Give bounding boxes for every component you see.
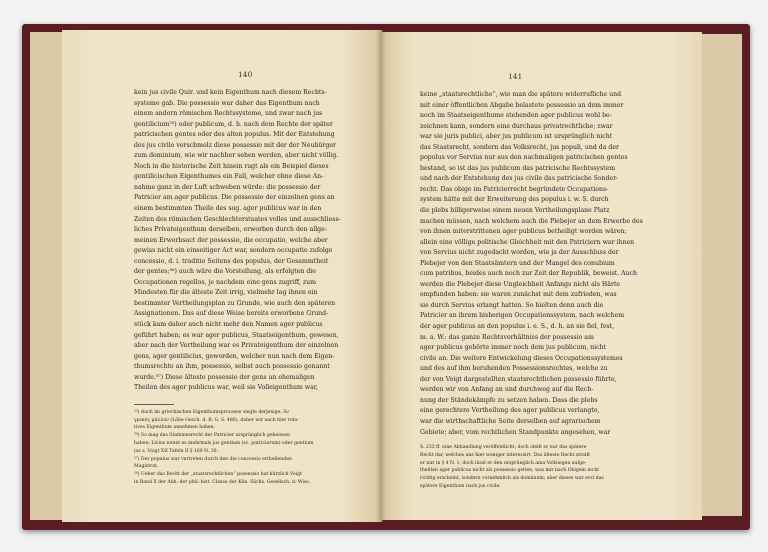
text-line: allein eine völlige politische Gleichheit mit den Patriciern war ihnen [420, 238, 635, 246]
text-line: der ager publicus an den populus i. e. S., d. h. an sie fiel, fest, [420, 323, 615, 331]
left-footnotes [134, 409, 364, 487]
text-line: gens, ager gentilicius, geworden, welcher nun nach dem Eigen- [134, 352, 335, 360]
footnote-line: tives Eigenthum annehmen haben. [134, 425, 216, 431]
text-line: system hätte mit der Erweiterung des populus i. w. S. durch [420, 196, 609, 204]
text-line: kein jus civile Quir. und kein Eigenthum nach diesem Rechts- [134, 89, 327, 96]
footnote-line: theilten ager publicus nicht als possessio gelten, was mir nach Obigem nicht [420, 468, 600, 474]
text-line: noch im Staatseigenthume stehenden ager publicus wohl be- [420, 112, 612, 120]
text-line: Patricier an ihrem bisherigen Occupationssystem, nach welchem [420, 312, 625, 320]
text-line: machen müssen, nach welchem auch die Plebejer an dem Erwerbe des [420, 217, 643, 225]
text-line: Assignationen. Das auf diese Weise bereits erworbene Grund- [134, 310, 329, 318]
text-line: eine gerechtere Vertheilung des ager publicus verlangte, [420, 407, 600, 415]
footnote-rule [134, 404, 174, 405]
text-line: gentilicium⁵⁵) oder publicum, d. h. nach dem Rechte der später [134, 120, 333, 128]
footnote-line: ⁵⁵) Auch im griechischen Eigenthumsprocesse siegte derjenige, ὃν [134, 409, 289, 415]
text-line: systeme gab. Die possessio war daher das Eigenthum nach [134, 99, 320, 107]
footnote-line: ⁵⁷) Der populus war vertreten durch den die concessio ertheilenden [134, 456, 292, 462]
page-edges-left [30, 32, 66, 520]
footnote-line: ⁵⁶) So mag das Stammesrecht der Patricier ursprünglich geheissen [134, 433, 291, 439]
text-line: geführt haben; es war ager publicus, Staatseigenthum, gewesen, [134, 331, 339, 339]
text-line: Theilen des ager publicus war, weil sie Volleigenthum war, [134, 384, 319, 392]
text-line: stück kam daher auch nicht mehr den Namen ager publicus [134, 321, 323, 329]
text-line: wurde.⁵⁷) Diese älteste possessio der gens an ehemaligen [134, 373, 315, 381]
text-line: recht. Das obige im Patricierrecht begründete Occupations- [420, 185, 609, 193]
footnote-line: richtig erscheint, sondern vornehmlich als dominium; aber dieses war erst das [420, 476, 604, 482]
text-line: war sie juris publici, aber jus publicum ist ursprünglich nicht [420, 133, 613, 141]
text-line: des jus civile verschmolz diese possessio mit der der Neubürger [134, 141, 336, 149]
text-line: Zeiten des römischen Geschlechterstaates volles und ausschliess- [134, 215, 341, 223]
text-line: das Staatsrecht, sondern das Volksrecht, jus populi, und da der [420, 143, 619, 151]
text-line: Mindesten für die älteste Zeit irrig, vielmehr lag ihnen ein [134, 289, 318, 297]
text-line: ager publicus gehörte immer noch dem jus publicum, nicht [420, 344, 607, 352]
footnote-line: haben; Livius nennt es mehrmals jus gentium (sc. patriciorum) oder gentium [134, 441, 314, 447]
text-line: die plebs billigerweise einem neuen Vertheilungsplane Platz [420, 207, 610, 215]
text-line: m. a. W.: das ganze Rechtsverhältniss der possessio am [420, 333, 594, 341]
left-page-body [134, 88, 364, 394]
right-footnotes [420, 444, 658, 491]
text-line: der gentes;⁵⁶) auch wäre die Vorstellung, als erfolgten die [134, 268, 316, 276]
text-line: liches Privateigenthum derselben, erworben durch den allge- [134, 226, 327, 234]
text-line: concessio, d. i. traditio Seitens des populus, der Gesammtheit [134, 257, 329, 265]
footnote-line: spätere Eigenthum nach jus civile. [420, 484, 501, 490]
right-page [380, 32, 702, 520]
text-line: und nach der Entstehung des jus civile das patricische Sonder- [420, 175, 619, 183]
text-line: populus vor Servius nur aus den nachmaligen patricischen gentes [420, 154, 628, 162]
text-line: patricischen gentes oder des alten populus. Mit der Entstehung [134, 131, 335, 139]
text-line: zeichnen kann, sondern eine durchaus privatrechtliche; zwar [420, 122, 613, 130]
text-line: einem andern römischen Rechtssysteme, und zwar nach jus [134, 110, 323, 118]
text-line: sie durch Servius erlangt hatten. So hielten denn auch die [420, 301, 604, 309]
footnote-line: in Band X der Abh. der phil.-hist. Classe der Kön. Sächs. Gesellsch. d. Wiss. [134, 480, 311, 486]
text-line: von ihnen miterstrittenen ager publicus betheiligt worden wären; [420, 228, 627, 236]
book-gutter [376, 30, 386, 522]
text-line: werden wir von Anfang an und durchweg auf die Rech- [420, 386, 594, 394]
text-line: thumsrechte an ihm, possessio, selbst auch possessio genannt [134, 363, 330, 371]
text-line: gewiss nicht ein einseitiger Act war, sondern occupatio zufolge [134, 247, 333, 255]
right-page-number: 141 [508, 72, 523, 81]
text-line: Noch in die historische Zeit hinein ragt als ein Beispiel dieses [134, 162, 329, 170]
text-line: cum patribus, beides auch noch zur Zeit der Republik, beweist. Auch [420, 270, 638, 278]
text-line: keine „staatsrechtliche“, wie man die spätere widerrufliche und [420, 91, 622, 98]
text-line: Gebiete; aber, vom rechtlichen Standpunkte angesehen, war [420, 428, 611, 436]
footnote-line: Magistrat. [134, 464, 159, 470]
text-line: aber nach der Vertheilung war es Privateigenthum der einzelnen [134, 342, 339, 350]
text-line: Occupationen regellos, je nachdem eine gens zugriff, zum [134, 278, 316, 286]
text-line: nahme ganz in der Luft schweben würde: die possessio der [134, 183, 321, 191]
page-edges-right [698, 34, 742, 516]
left-page-number: 140 [238, 70, 253, 79]
right-page-body [420, 90, 658, 438]
text-line: meinen Erwerbsact der possessio, die occupatio, welche aber [134, 236, 328, 244]
footnote-line: S. 233 ff. eine Abhandlung veröffentlicht; doch stellt er nur das spätere [420, 445, 587, 451]
text-line: Patricier am ager publicus. Die possessio der einzelnen gens an [134, 194, 335, 202]
text-line: war die wirthschaftliche Seite derselben auf agrarischem [420, 417, 601, 425]
left-page [62, 30, 382, 522]
text-line: bestand, so ist das jus publicum das patricische Rechtssystem [420, 164, 616, 172]
footnote-line: er nur in § 4 N. 1, doch lässt er den ursprünglich ama Vollsiegen aufge- [420, 460, 587, 466]
text-line: zum dominium, wie wir nachher sehen werden, aber nicht völlig. [134, 152, 339, 160]
text-line: empfunden haben: sie waren zunächst mit dem zufrieden, was [420, 291, 617, 299]
text-line: und des auf ihm beruhenden Possessionsrechtes, welche zu [420, 365, 608, 373]
text-line: gentilicischen Eigenthumes ein Fall, welcher ohne diese An- [134, 173, 324, 181]
footnote-line: jus z. Voigt XII Tafeln II § 169 N. 30. [134, 448, 219, 454]
text-line: von Servius nicht zugedacht worden, wie ja der Ausschluss der [420, 249, 619, 257]
footnote-line: ⁵⁸) Ueber das Recht der „staatsrechtlichen“ possessio hat kürzlich Voigt [134, 472, 302, 478]
text-line: bestimmter Vertheilungsplan zu Grunde, wie auch den späteren [134, 299, 336, 307]
footnote-line: γρεκὸς μᾶλλον (Löbe Gesch. d. R. G. S. 480), daher wir auch hier rela- [134, 417, 299, 423]
text-line: nung der Ständekämpfe zu setzen haben. Dass die plebs [420, 396, 598, 404]
text-line: Plebejer von den Staatsämtern und der Mangel des conubium [420, 259, 615, 267]
text-line: werden die Plebejer diese Ungleichheit Anfangs nicht als Härte [420, 280, 621, 288]
text-line: der von Voigt dargestellten staatsrechtlichen possessio führte, [420, 375, 617, 383]
text-line: mit einer öffentlichen Abgabe belastete possessio an dem immer [420, 101, 624, 109]
text-line: einem bestimmten Theile des sog. ager publicus war in den [134, 205, 322, 213]
text-line: civile an. Die weitere Entwickelung dieses Occupationssystemes [420, 354, 623, 362]
footnote-line: Recht dar, welches uns hier weniger interessirt. Das älteste Recht streift [420, 452, 591, 458]
